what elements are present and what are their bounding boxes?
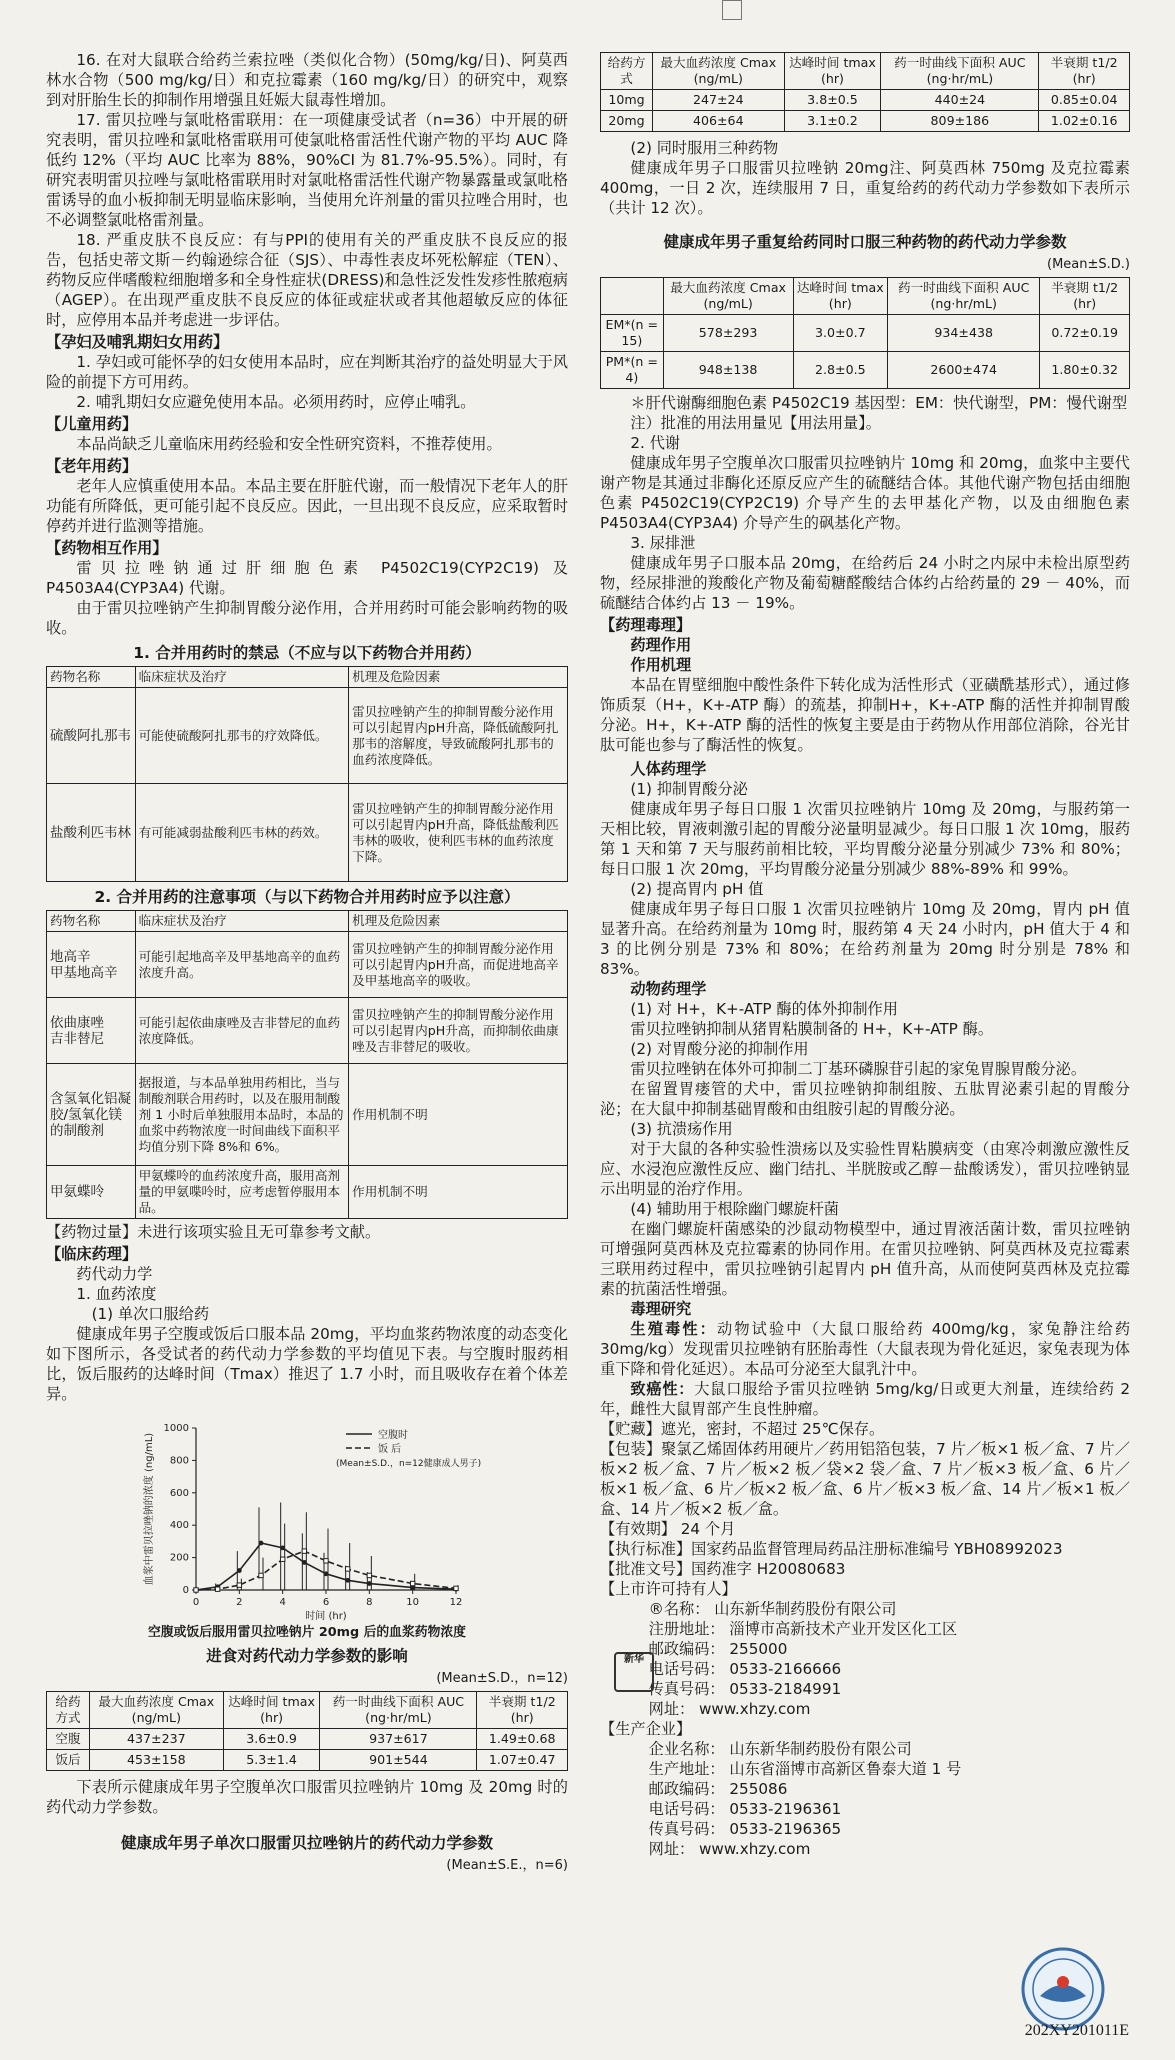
holder-fax: 传真号码： 0533-2184991: [648, 1680, 842, 1698]
section-manufacturer: 【生产企业】: [600, 1720, 692, 1738]
cell: 437±237: [89, 1729, 223, 1750]
y-tick-label: 0: [182, 1585, 189, 1596]
approval-text: 【批准文号】国药准字 H20080683: [600, 1560, 846, 1578]
cell: 3.0±0.7: [793, 315, 887, 352]
cell: 可能引起依曲康唑及吉非替尼的血药浓度降低。: [135, 998, 349, 1064]
cell: 可能引起地高辛及甲基地高辛的血药浓度升高。: [135, 932, 349, 998]
children-text: 本品尚缺乏儿童临床用药经验和安全性研究资料，不推荐使用。: [76, 435, 502, 453]
company-logo-icon: 新华: [614, 1652, 654, 1692]
cell: 1.02±0.16: [1039, 111, 1130, 132]
cell: 0.72±0.19: [1040, 315, 1130, 352]
metabolism-text: 健康成年男子空腹单次口服雷贝拉唑钠片 10mg 和 20mg，血浆中主要代谢产物是其通过非酶化还原反应产生的硫醚结合体。其他代谢产物包括由细胞色素 P4502C19(CYP2C19) 介导产生的去甲基化产物，以及由细胞色素 P4503A4(CYP3A4) 介导产生的砜基化产物。: [600, 454, 1130, 532]
elderly-text: 老年人应慎重使用本品。本品主要在肝脏代谢，而一般情况下老年人的肝功能有所降低，更可能引起不良反应。因此，一旦出现不良反应，应采取暂时停药并进行监测等措施。: [46, 477, 568, 535]
data-point: [367, 1573, 371, 1577]
table-row: [47, 1729, 568, 1750]
table6-caption: (Mean±S.D.): [1047, 257, 1130, 272]
cell: 948±138: [663, 352, 793, 389]
excretion-text: 健康成年男子口服本品 20mg，在给药后 24 小时之内尿中未检出原型药物，经尿排泄的羧酸化产物及葡萄糖醛酸结合体约占给药量的 29 － 40%，而硫醚结合体约占 13 － 19%。: [600, 554, 1130, 612]
cell: 饭后: [47, 1750, 90, 1771]
carcinogenicity-label: 致癌性：: [630, 1380, 695, 1398]
package-text: 【包装】聚氯乙烯固体药用硬片／药用铝箔包装，7 片／板×1 板／盒、7 片／板×2 板／盒、7 片／板×2 板／袋×2 袋／盒、7 片／板×3 板／盒、6 片／板×1 板／盒、6 片／板×2 板／盒、6 片／板×3 板／盒、14 片／板×1 板／盒、14 片／板×2 板／盒。: [600, 1440, 1130, 1518]
pregnancy-1: 1. 孕妇或可能怀孕的妇女使用本品时，应在判断其治疗的益处明显大于风险的前提下方可用药。: [46, 353, 568, 391]
pregnancy-2: 2. 哺乳期妇女应避免使用本品。必须用药时，应停止哺乳。: [76, 393, 476, 411]
legend-label-0: 空腹时: [378, 1430, 408, 1441]
excretion-heading: 3. 尿排泄: [630, 534, 696, 552]
human-1-heading: (1) 抑制胃酸分泌: [630, 780, 748, 798]
cell: 578±293: [663, 315, 793, 352]
cell: 5.3±1.4: [223, 1750, 320, 1771]
page-corner-mark: [722, 0, 742, 20]
holder-address: 注册地址： 淄博市高新技术产业开发区化工区: [648, 1620, 958, 1638]
table-row: [47, 1750, 568, 1771]
cell: 901±544: [320, 1750, 477, 1771]
th: 最大血药浓度 Cmax (ng/mL): [653, 53, 784, 90]
human-2-text: 健康成年男子每日口服 1 次雷贝拉唑钠片 10mg 及 20mg，胃内 pH 值显著升高。在给药剂量为 10mg 时，服药第 4 天 24 小时内，pH 值大于 4 和 3 的比例分别是 73% 和 80%；在给药剂量为 20mg 时分别是 78% 和 83%。: [600, 900, 1130, 978]
th-drug: 药物名称: [47, 911, 136, 932]
pk-1-heading: 1. 血药浓度: [76, 1285, 157, 1303]
th-drug: 药物名称: [47, 667, 136, 688]
cell: 1.80±0.32: [1040, 352, 1130, 389]
document-code: 202XY201011E: [1024, 2022, 1129, 2039]
cell: 空腹: [47, 1729, 90, 1750]
series-line-1: [196, 1551, 456, 1590]
cell: 2.8±0.5: [793, 352, 887, 389]
animal-1-text: 雷贝拉唑钠抑制从猪胃粘膜制备的 H+，K+-ATP 酶。: [630, 1020, 994, 1038]
table6-title: 健康成年男子重复给药同时口服三种药物的药代动力学参数: [663, 233, 1067, 251]
th: 给药方式: [47, 1692, 90, 1729]
left-column: [46, 50, 568, 1878]
th: 半衰期 t1/2 (hr): [477, 1692, 568, 1729]
pk-heading: 药代动力学: [76, 1265, 153, 1283]
cell: PM*(n = 4): [601, 352, 664, 389]
cell: 含氢氧化铝凝胶/氢氧化镁的制酸剂: [47, 1064, 136, 1166]
th: 半衰期 t1/2 (hr): [1039, 53, 1130, 90]
single-dose-table: [600, 52, 1130, 132]
section-holder: 【上市许可持有人】: [600, 1580, 737, 1598]
data-point: [237, 1583, 241, 1587]
reproductive-toxicity: [600, 1319, 1130, 1379]
table1-title: 1. 合并用药时的禁忌（不应与以下药物合并用药）: [133, 644, 481, 662]
holder-info: [649, 1599, 1130, 1719]
th: 达峰时间 tmax (hr): [793, 278, 887, 315]
maker-phone: 电话号码： 0533-2196361: [648, 1800, 842, 1818]
section-interactions: 【药物相互作用】: [46, 539, 168, 557]
table2-title: 2. 合并用药的注意事项（与以下药物合并用药时应予以注意）: [94, 888, 520, 906]
maker-fax: 传真号码： 0533-2196365: [648, 1820, 842, 1838]
table3-caption: (Mean±S.D.，n=12): [436, 1671, 568, 1686]
maker-zip: 邮政编码： 255086: [648, 1780, 788, 1798]
data-point: [324, 1559, 328, 1563]
section-pregnancy: 【孕妇及哺乳期妇女用药】: [46, 333, 229, 351]
reproductive-text: 动物试验中（大鼠口服给药 400mg/kg，家兔静注给药 30mg/kg）发现雷贝拉唑钠有胚胎毒性（大鼠表现为骨化延迟，家兔表现为体重下降和骨化延迟）。本品可分泌至大鼠乳汁中。: [600, 1320, 1131, 1378]
y-tick-label: 800: [169, 1455, 189, 1467]
y-axis-label: 血浆中雷贝拉唑钠的浓度 (ng/mL): [144, 1432, 155, 1586]
cell: 甲氨蝶呤: [47, 1166, 136, 1219]
toxicology-heading: 毒理研究: [630, 1300, 692, 1318]
triple-therapy-table: [600, 277, 1130, 389]
section-elderly: 【老年用药】: [46, 457, 138, 475]
mechanism-text: 本品在胃壁细胞中酸性条件下转化成为活性形式（亚磺酰基形式），通过修饰质泵（H+，K+-ATP 酶）的巯基，抑制H+，K+-ATP 酶的活性并抑制胃酸分泌。H+，K+-ATP 酶的活性的恢复主要是由于药物从作用部位消除，谷光甘肽可能也参与了酶活性的恢复。: [600, 676, 1130, 754]
cell: 3.6±0.9: [223, 1729, 320, 1750]
after-table3: 下表所示健康成年男子空腹单次口服雷贝拉唑钠片 10mg 及 20mg 时的药代动力学参数。: [46, 1778, 568, 1816]
animal-3-text: 对于大鼠的各种实验性溃疡以及实验性胃粘膜病变（由寒冷刺激应激性反应、水浸泡应激性反应、幽门结扎、半胱胺或乙醇－盐酸诱发），雷贝拉唑钠显示出明显的治疗作用。: [600, 1140, 1130, 1198]
pk-paragraph: 健康成年男子空腹或饭后口服本品 20mg，平均血浆药物浓度的动态变化如下图所示，各受试者的药代动力学参数的平均值见下表。与空腹时服药相比，饭后服药的达峰时间（Tmax）推迟了 1.7 小时，而且吸收存在着个体差异。: [46, 1325, 568, 1403]
series-line-0: [196, 1543, 456, 1590]
cell: 934±438: [887, 315, 1039, 352]
pk-1-2-paragraph: 健康成年男子口服雷贝拉唑钠 20mg注、阿莫西林 750mg 及克拉霉素 400mg，一日 2 次，连续服用 7 日，重复给药的药代动力学参数如下表所示（共计 12 次）。: [600, 159, 1130, 217]
concentration-chart-svg: [46, 1410, 568, 1625]
mechanism-heading: 作用机理: [630, 656, 692, 674]
th: 给药方式: [601, 53, 653, 90]
cell: 雷贝拉唑钠产生的抑制胃酸分泌作用可以引起胃内pH升高，而抑制依曲康唑及吉非替尼的吸收。: [349, 998, 568, 1064]
section-children: 【儿童用药】: [46, 415, 138, 433]
data-point: [454, 1586, 458, 1590]
expiry-text: 【有效期】 24 个月: [600, 1520, 736, 1538]
cell: 2600±474: [887, 352, 1039, 389]
animal-4-text: 在幽门螺旋杆菌感染的沙鼠动物模型中，通过胃液活菌计数，雷贝拉唑钠可增强阿莫西林及克拉霉素的协同作用。在雷贝拉唑钠、阿莫西林及克拉霉素三联用药过程中，雷贝拉唑钠引起胃内 pH 值升高，从而使阿莫西林及克拉霉素的抗菌活性增强。: [600, 1220, 1130, 1298]
holder-phone: 电话号码： 0533-2166666: [648, 1660, 842, 1678]
y-tick-label: 600: [169, 1487, 189, 1499]
table-row: [601, 315, 1130, 352]
cell: 453±158: [89, 1750, 223, 1771]
cell: 作用机制不明: [349, 1064, 568, 1166]
figure-caption: 空腹或饭后服用雷贝拉唑钠片 20mg 后的血浆药物浓度: [148, 1625, 466, 1640]
th: 药一时曲线下面积 AUC (ng·hr/mL): [320, 1692, 477, 1729]
animal-2-text-2: 在留置胃瘘管的犬中，雷贝拉唑钠抑制组胺、五肽胃泌素引起的胃酸分泌；在大鼠中抑制基础胃酸和由组胺引起的胃酸分泌。: [600, 1080, 1130, 1118]
holder-website: 网址： www.xhzy.com: [648, 1700, 811, 1718]
cell: 有可能减弱盐酸利匹韦林的药效。: [135, 784, 349, 882]
pk-1-1-heading: (1) 单次口服给药: [91, 1305, 210, 1323]
cell: 1.07±0.47: [477, 1750, 568, 1771]
food-effect-table: [46, 1691, 568, 1771]
reproductive-label: 生殖毒性：: [630, 1320, 717, 1338]
animal-pharmacology-heading: 动物药理学: [630, 980, 707, 998]
table-row: [47, 932, 568, 998]
animal-2-text-1: 雷贝拉唑钠在体外可抑制二丁基环磷腺苷引起的家兔胃腺胃酸分泌。: [630, 1060, 1087, 1078]
legend-label-1: 饭 后: [378, 1444, 402, 1455]
th-symptom: 临床症状及治疗: [135, 911, 349, 932]
data-point: [259, 1541, 264, 1546]
cell: 3.1±0.2: [784, 111, 881, 132]
cell: 雷贝拉唑钠产生的抑制胃酸分泌作用可以引起胃内pH升高，降低硫酸阿扎那韦的溶解度，导致硫酸阿扎那韦的血药浓度降低。: [349, 688, 568, 784]
cell: 440±24: [881, 90, 1039, 111]
standard-text: 【执行标准】国家药品监督管理局药品注册标准编号 YBH08992023: [600, 1540, 1063, 1558]
table-row: [47, 998, 568, 1064]
interactions-1: 雷贝拉唑钠通过肝细胞色素 P4502C19(CYP2C19) 及 P4503A4(CYP3A4) 代谢。: [46, 559, 568, 597]
caution-table: [46, 910, 568, 1219]
th: 药一时曲线下面积 AUC (ng·hr/mL): [881, 53, 1039, 90]
table-row: [601, 90, 1130, 111]
credit-badge-icon: [1018, 1944, 1108, 2034]
y-tick-label: 200: [169, 1552, 189, 1564]
x-tick-label: 12: [449, 1597, 463, 1608]
carcinogenicity-text: 大鼠口服给予雷贝拉唑钠 5mg/kg/日或更大剂量，连续给药 2 年，雌性大鼠胃部产生良性肿瘤。: [600, 1380, 1130, 1418]
holder-zip: 邮政编码： 255000: [648, 1640, 788, 1658]
x-tick-label: 8: [366, 1597, 373, 1608]
pk-1-2-heading: (2) 同时服用三种药物: [630, 139, 779, 157]
storage-text: 【贮藏】遮光，密封，不超过 25℃保存。: [600, 1420, 885, 1438]
cell: 雷贝拉唑钠产生的抑制胃酸分泌作用可以引起胃内pH升高，降低盐酸利匹韦林的吸收，使利匹韦林的血药浓度下降。: [349, 784, 568, 882]
cell: 硫酸阿扎那韦: [47, 688, 136, 784]
table-row: [47, 1166, 568, 1219]
data-point: [215, 1587, 219, 1591]
th: 药一时曲线下面积 AUC (ng·hr/mL): [887, 278, 1039, 315]
table3-title: 进食对药代动力学参数的影响: [206, 1647, 408, 1665]
th: 达峰时间 tmax (hr): [784, 53, 881, 90]
holder-name: ®名称： 山东新华制药股份有限公司: [648, 1600, 897, 1618]
human-1-text: 健康成年男子每日口服 1 次雷贝拉唑钠片 10mg 及 20mg，与服药第一天相比较，胃液刺激引起的胃酸分泌量明显减少。每日口服 1 次 10mg，服药第 1 天和第 7 天与服药前相比较，平均胃酸分泌量分别减少 73% 和 80%；每日口服 1 次 20mg，平均胃酸分泌量分别减少 88%-89% 和 99%。: [600, 800, 1130, 878]
human-pharmacology-heading: 人体药理学: [630, 760, 707, 778]
animal-2-heading: (2) 对胃酸分泌的抑制作用: [630, 1040, 809, 1058]
data-point: [345, 1567, 349, 1571]
cell: 雷贝拉唑钠产生的抑制胃酸分泌作用可以引起胃内pH升高，而促进地高辛及甲基地高辛的吸收。: [349, 932, 568, 998]
cell: 盐酸利匹韦林: [47, 784, 136, 882]
data-point: [302, 1549, 306, 1553]
cell: 可能使硫酸阿扎那韦的疗效降低。: [135, 688, 349, 784]
cell: 甲氨蝶呤的血药浓度升高，服用高剂量的甲氨喋呤时，应考虑暂停服用本品。: [135, 1166, 349, 1219]
th-mechanism: 机理及危险因素: [349, 667, 568, 688]
maker-name: 企业名称： 山东新华制药股份有限公司: [648, 1740, 912, 1758]
table4-caption: (Mean±S.E.，n=6): [446, 1858, 568, 1873]
interactions-2: 由于雷贝拉唑钠产生抑制胃酸分泌作用，合并用药时可能会影响药物的吸收。: [46, 599, 568, 637]
cell: 3.8±0.5: [784, 90, 881, 111]
cell: EM*(n = 15): [601, 315, 664, 352]
x-tick-label: 0: [192, 1597, 200, 1608]
x-tick-label: 4: [279, 1597, 286, 1608]
item-17: 17. 雷贝拉唑与氯吡格雷联用：在一项健康受试者（n=36）中开展的研究表明，雷贝拉唑和氯吡格雷联用可使氯吡格雷活性代谢产物的平均 AUC 降低约 12%（平均 AUC 比率为 88%，90%CI 为 81.7%-95.5%）。同时，有研究表明雷贝拉唑与氯吡格雷联用时对氯吡格雷活性代谢产物暴露量或氯吡格雷诱导的血小板抑制无明显临床影响，当使用允许剂量的雷贝拉唑合用时，也不必调整氯吡格雷剂量。: [46, 111, 568, 229]
cell: 406±64: [653, 111, 784, 132]
th-mechanism: 机理及危险因素: [349, 911, 568, 932]
footnote-dosage: 注）批准的用法用量见【用法用量】。: [630, 414, 881, 432]
x-tick-label: 6: [322, 1597, 330, 1608]
maker-address: 生产地址： 山东省淄博市高新区鲁泰大道 1 号: [648, 1760, 962, 1778]
cell: 作用机制不明: [349, 1166, 568, 1219]
cell: 地高辛 甲基地高辛: [47, 932, 136, 998]
item-18: 18. 严重皮肤不良反应：有与PPI的使用有关的严重皮肤不良反应的报告，包括史蒂文斯－约翰逊综合征（SJS）、中毒性表皮坏死松解症（TEN）、药物反应伴嗜酸粒细胞增多和全身性症状(DRESS)和急性泛发性发疹性脓疱病（AGEP）。在出现严重皮肤不良反应的体征或症状或者其他超敏反应的体征时，应停用本品并考虑进一步评估。: [46, 231, 568, 329]
section-pharmacology-toxicology: 【药理毒理】: [600, 616, 692, 634]
human-2-heading: (2) 提高胃内 pH 值: [630, 880, 764, 898]
animal-1-heading: (1) 对 H+，K+-ATP 酶的体外抑制作用: [630, 1000, 898, 1018]
carcinogenicity: [600, 1379, 1130, 1419]
x-tick-label: 2: [236, 1597, 243, 1608]
y-tick-label: 1000: [163, 1423, 189, 1434]
pharmacology-heading: 药理作用: [630, 636, 692, 654]
x-axis-label: 时间 (hr): [305, 1611, 347, 1622]
cell: 据报道，与本品单独用药相比，当与制酸剂联合用药时，以及在服用制酸剂 1 小时后单独服用本品时，本品的血浆中药物浓度一时间曲线下面积平均值分别下降 8%和 6%。: [135, 1064, 349, 1166]
data-point: [410, 1581, 414, 1585]
animal-3-heading: (3) 抗溃疡作用: [630, 1120, 733, 1138]
cell: 0.85±0.04: [1039, 90, 1130, 111]
cell: 20mg: [601, 111, 653, 132]
cell: 10mg: [601, 90, 653, 111]
x-tick-label: 10: [406, 1597, 420, 1608]
cell: 依曲康唑 吉非替尼: [47, 998, 136, 1064]
section-clinical-pharmacology: 【临床药理】: [46, 1245, 138, 1263]
y-tick-label: 400: [169, 1520, 189, 1532]
footnote-genotype: ＊肝代谢酶细胞色素 P4502C19 基因型：EM：快代谢型，PM：慢代谢型: [630, 394, 1128, 412]
contraindication-table: [46, 666, 568, 882]
animal-4-heading: (4) 辅助用于根除幽门螺旋杆菌: [630, 1200, 839, 1218]
th: 最大血药浓度 Cmax (ng/mL): [663, 278, 793, 315]
data-point: [194, 1588, 198, 1592]
maker-website: 网址： www.xhzy.com: [648, 1840, 811, 1858]
cell: 1.49±0.68: [477, 1729, 568, 1750]
table-row: [601, 352, 1130, 389]
th: 最大血药浓度 Cmax (ng/mL): [89, 1692, 223, 1729]
chart-note: (Mean±S.D.，n=12健康成人男子): [336, 1459, 482, 1469]
table-row: [47, 784, 568, 882]
overdose-text: 【药物过量】未进行该项实验且无可靠参考文献。: [46, 1223, 381, 1241]
th: [601, 278, 664, 315]
th: 达峰时间 tmax (hr): [223, 1692, 320, 1729]
data-point: [259, 1573, 263, 1577]
right-column: [600, 52, 1130, 1859]
table-row: [601, 111, 1130, 132]
maker-info: [649, 1739, 1130, 1859]
table4-title: 健康成年男子单次口服雷贝拉唑钠片的药代动力学参数: [120, 1834, 493, 1852]
th-symptom: 临床症状及治疗: [135, 667, 349, 688]
cell: 247±24: [653, 90, 784, 111]
item-16: 16. 在对大鼠联合给药兰索拉唑（类似化合物）(50mg/kg/日)、阿莫西林水合物（500 mg/kg/日）和克拉霉素（160 mg/kg/日）的研究中，观察到对肝胎生长的抑制作用增强且妊娠大鼠毒性增加。: [46, 51, 568, 109]
th: 半衰期 t1/2 (hr): [1040, 278, 1130, 315]
metabolism-heading: 2. 代谢: [630, 434, 681, 452]
cell: 937±617: [320, 1729, 477, 1750]
cell: 809±186: [881, 111, 1039, 132]
data-point: [237, 1568, 242, 1573]
concentration-chart: [46, 1410, 568, 1625]
data-point: [280, 1557, 284, 1561]
table-row: [47, 1064, 568, 1166]
table-row: [47, 688, 568, 784]
